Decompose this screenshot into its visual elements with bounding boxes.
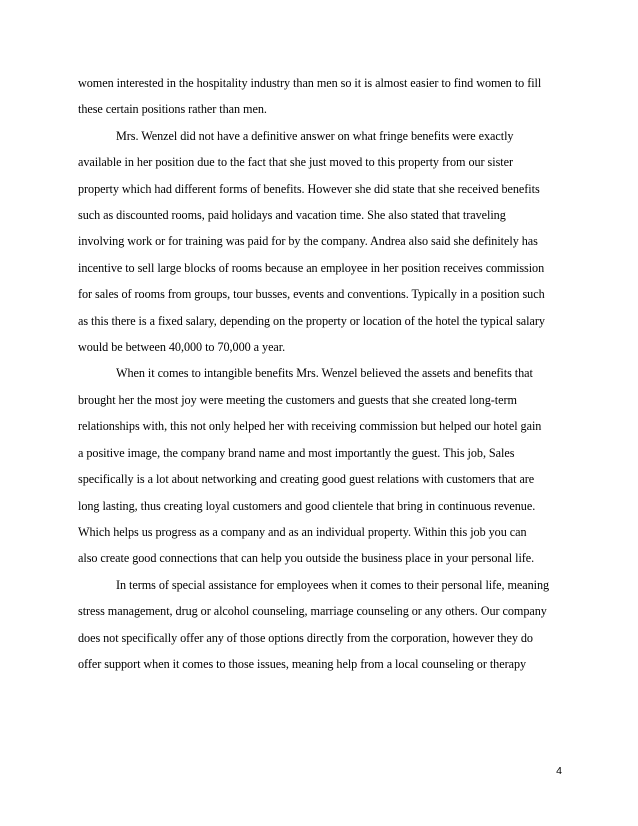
paragraph-line: a positive image, the company brand name and most importantly the guest. This job, Sales (78, 445, 515, 460)
paragraph-line: such as discounted rooms, paid holidays and vacation time. She also stated that traveling (78, 208, 506, 223)
paragraph-line: Which helps us progress as a company and as an individual property. Within this job you can (78, 524, 527, 539)
paragraph-line: specifically is a lot about networking and creating good guest relations with customers that are (78, 472, 535, 487)
paragraph-line: brought her the most joy were meeting the customers and guests that she created long-term (78, 392, 517, 407)
paragraph-line: also create good connections that can help you outside the business place in your personal life. (78, 551, 535, 566)
paragraph-line: would be between 40,000 to 70,000 a year. (78, 340, 286, 355)
paragraph-line: relationships with, this not only helped her with receiving commission but helped our hotel gain (78, 419, 542, 434)
paragraph-line: property which had different forms of benefits. However she did state that she received benefits (78, 181, 540, 196)
paragraph-line: these certain positions rather than men. (78, 102, 267, 117)
paragraph-4 (78, 572, 566, 678)
paragraph-line: does not specifically offer any of those options directly from the corporation, however they do (78, 630, 533, 645)
page-number: 4 (556, 765, 562, 777)
paragraph-line: In terms of special assistance for employees when it comes to their personal life, meaning (116, 577, 550, 592)
body-text (78, 70, 566, 677)
paragraph-line: as this there is a fixed salary, depending on the property or location of the hotel the typical salary (78, 313, 545, 328)
paragraph-line: incentive to sell large blocks of rooms because an employee in her position receives commission (78, 260, 545, 275)
paragraph-line: available in her position due to the fact that she just moved to this property from our sister (78, 155, 513, 170)
paragraph-line: women interested in the hospitality industry than men so it is almost easier to find women to fill (78, 76, 542, 90)
paragraph-line: Mrs. Wenzel did not have a definitive answer on what fringe benefits were exactly (116, 128, 514, 143)
paragraph-line: When it comes to intangible benefits Mrs. Wenzel believed the assets and benefits that (116, 366, 533, 381)
paragraph-line: offer support when it comes to those issues, meaning help from a local counseling or therapy (78, 656, 527, 671)
paragraph-3 (78, 360, 566, 571)
paragraph-line: involving work or for training was paid for by the company. Andrea also said she definitely has (78, 234, 538, 249)
paragraph-1 (78, 70, 566, 123)
paragraph-line: stress management, drug or alcohol counseling, marriage counseling or any others. Our company (78, 604, 547, 619)
paragraph-line: long lasting, thus creating loyal customers and good clientele that bring in continuous revenue. (78, 498, 536, 513)
paragraph-2 (78, 123, 566, 361)
paragraph-line: for sales of rooms from groups, tour busses, events and conventions. Typically in a position such (78, 287, 545, 302)
